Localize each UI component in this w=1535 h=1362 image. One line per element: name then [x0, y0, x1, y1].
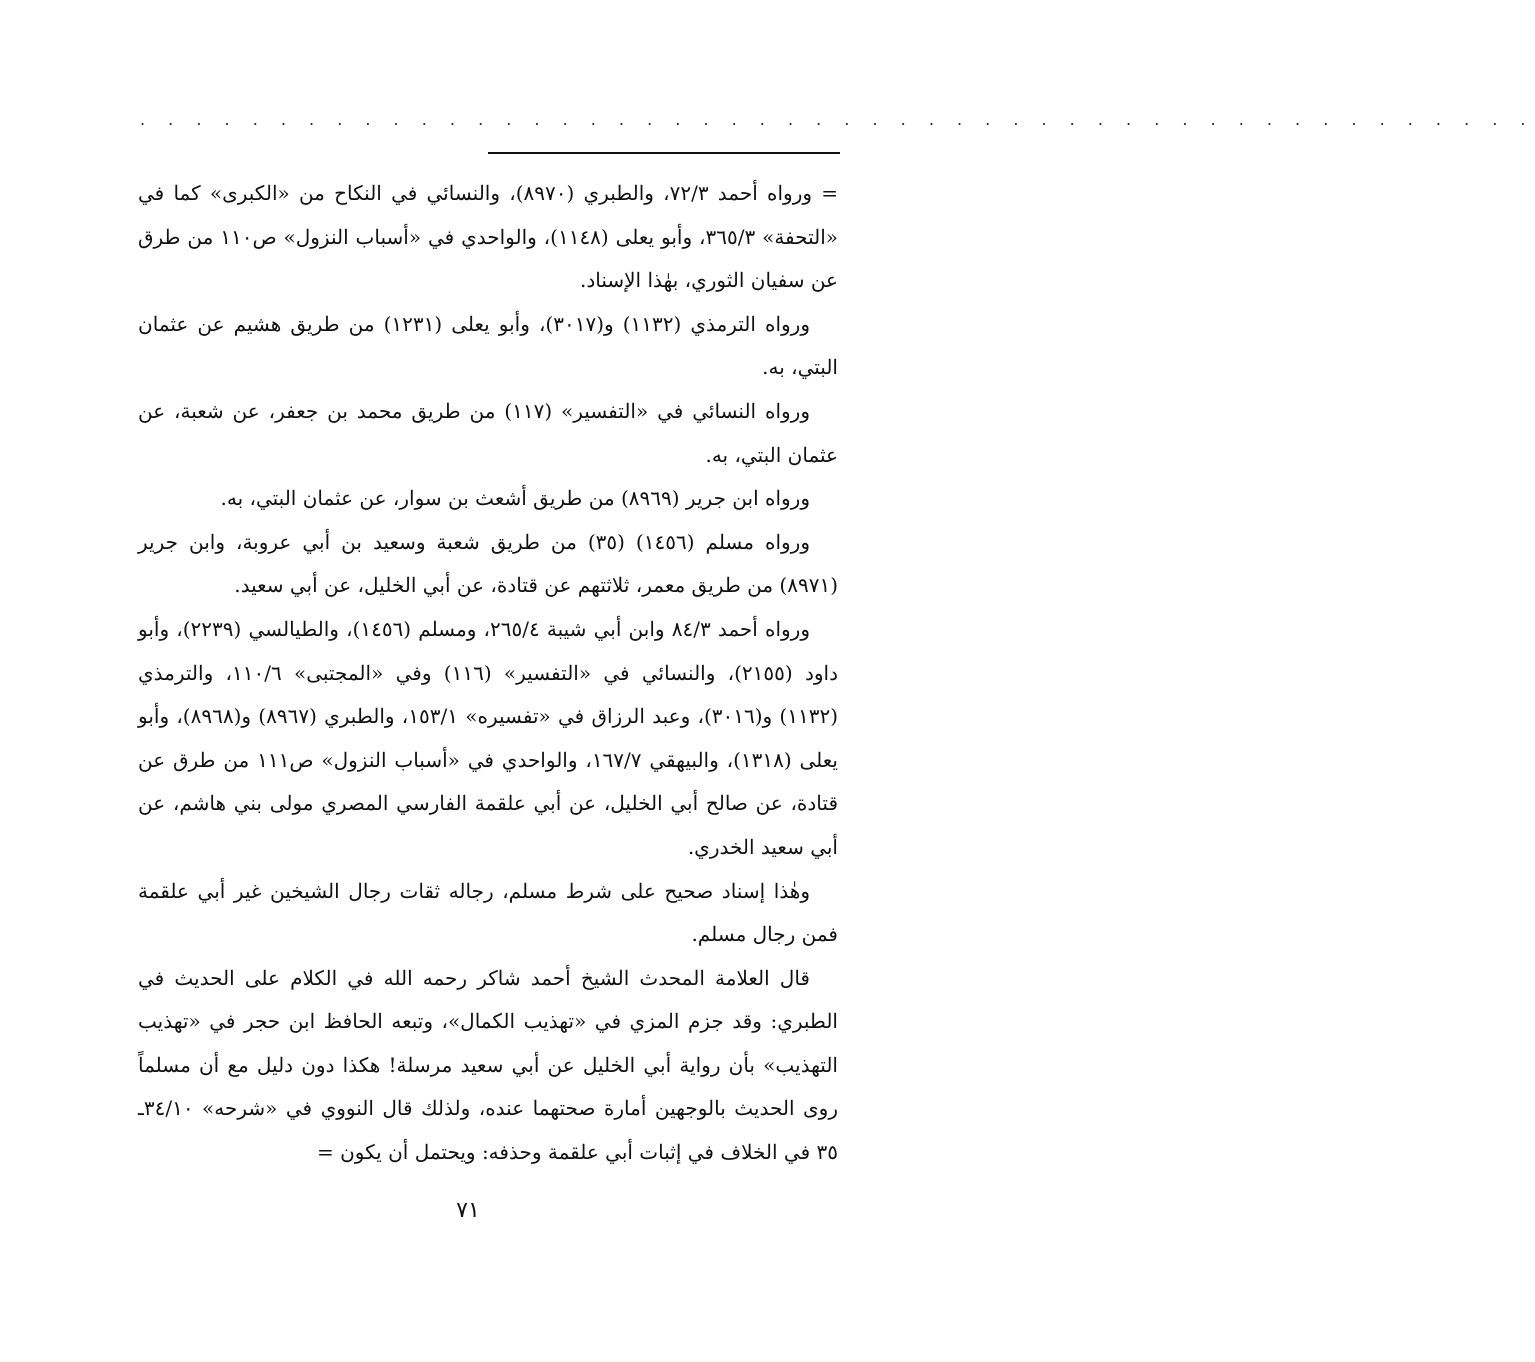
footnote-paragraph: = ورواه أحمد ٧٢/٣، والطبري (٨٩٧٠)، والنسائي في النكاح من «الكبرى» كما في «التحفة» ٣٦٥/٣، وأبو يعلى (١١٤٨)، والواحدي في «أسباب النزول» ص١١٠ من طرق عن سفيان الثوري، بهٰذا الإسناد. [138, 181, 839, 293]
dotted-separator: . . . . . . . . . . . . . . . . . . . . . . . . . . . . . . . . . . . . . . . . . . . . . . . . . . [140, 110, 1535, 129]
footnote-body [138, 172, 838, 1175]
footnote-paragraph: ورواه النسائي في «التفسير» (١١٧) من طريق محمد بن جعفر، عن شعبة، عن عثمان البتي، به. [138, 398, 838, 467]
footnote-paragraph: وهٰذا إسناد صحيح على شرط مسلم، رجاله ثقات رجال الشيخين غير أبي علقمة فمن رجال مسلم. [138, 878, 838, 947]
footnote-paragraph: ورواه الترمذي (١١٣٢) و(٣٠١٧)، وأبو يعلى (١٢٣١) من طريق هشيم عن عثمان البتي، به. [138, 311, 838, 380]
footnote-paragraph: ورواه ابن جرير (٨٩٦٩) من طريق أشعث بن سوار، عن عثمان البتي، به. [220, 486, 810, 511]
page-number: ٧١ [456, 1198, 480, 1223]
footnote-paragraph: ورواه مسلم (١٤٥٦) (٣٥) من طريق شعبة وسعيد بن أبي عروبة، وابن جرير (٨٩٧١) من طريق معمر، ثلاثتهم عن قتادة، عن أبي الخليل، عن أبي سعيد. [138, 529, 838, 598]
footnote-paragraph: ورواه أحمد ٨٤/٣ وابن أبي شيبة ٢٦٥/٤، ومسلم (١٤٥٦)، والطيالسي (٢٢٣٩)، وأبو داود (٢١٥٥)، والنسائي في «التفسير» (١١٦) وفي «المجتبى» ١١٠/٦، والترمذي (١١٣٢) و(٣٠١٦)، وعبد الرزاق في «تفسيره» ١٥٣/١، والطبري (٨٩٦٧) و(٨٩٦٨)، وأبو يعلى (١٣١٨)، والبيهقي ١٦٧/٧، والواحدي في «أسباب النزول» ص١١١ من طرق عن قتادة، عن صالح أبي الخليل، عن أبي علقمة الفارسي المصري مولى بني هاشم، عن أبي سعيد الخدري. [138, 616, 839, 859]
footnote-paragraph: قال العلامة المحدث الشيخ أحمد شاكر رحمه الله في الكلام على الحديث في الطبري: وقد جزم المزي في «تهذيب الكمال»، وتبعه الحافظ ابن حجر في «تهذيب التهذيب» بأن رواية أبي الخليل عن أبي سعيد مرسلة! هكذا دون دليل مع أن مسلماً روى الحديث بالوجهين أمارة صحتهما عنده، ولذلك قال النووي في «شرحه» ٣٤/١٠ـ ٣٥ في الخلاف في إثبات أبي علقمة وحذفه: ويحتمل أن يكون = [138, 965, 838, 1165]
footnote-rule [488, 152, 840, 154]
